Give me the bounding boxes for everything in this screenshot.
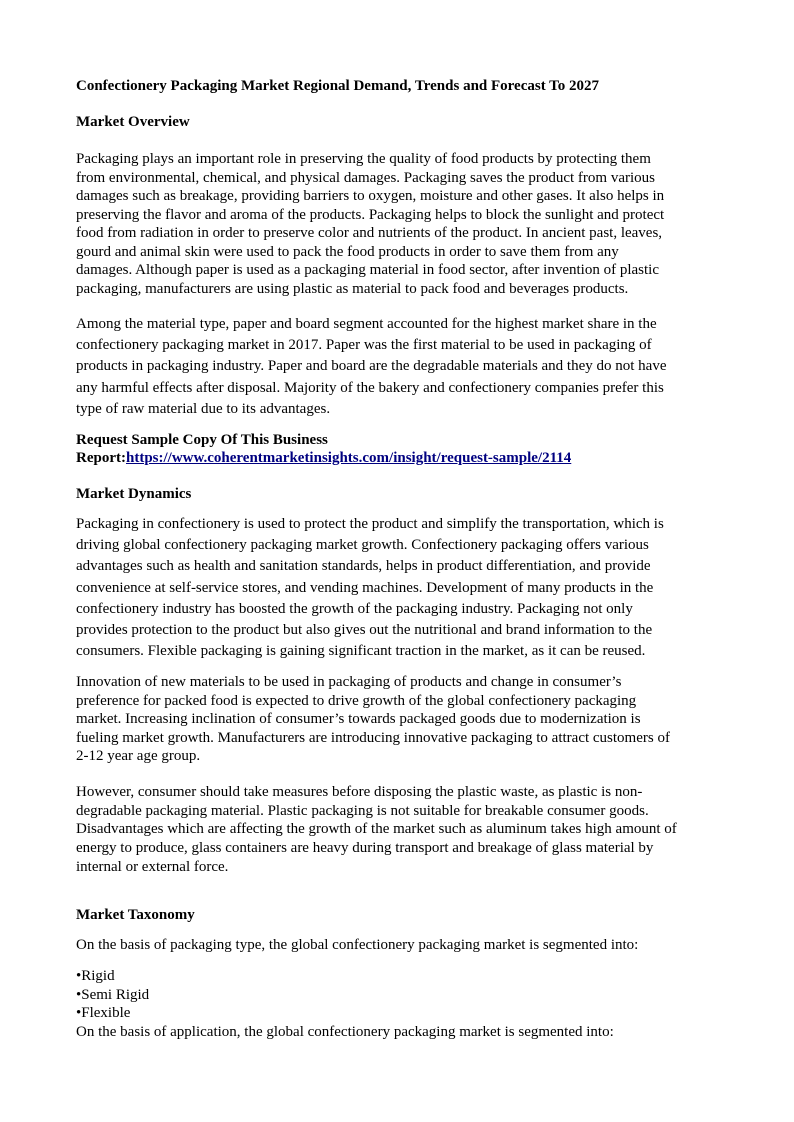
text-line: confectionery industry has boosted the growth of the packaging industry. Packaging not only bbox=[76, 600, 633, 617]
text-line: any harmful effects after disposal. Majority of the bakery and confectionery companies prefer this bbox=[76, 379, 664, 396]
paragraph bbox=[76, 936, 638, 954]
text-line: damages such as breakage, providing barriers to oxygen, moisture and other gases. It also helps in bbox=[76, 188, 665, 204]
request-sample-link[interactable]: https://www.coherentmarketinsights.com/insight/request-sample/2114 bbox=[125, 450, 572, 466]
text-line: •Rigid bbox=[76, 968, 115, 984]
text-line: internal or external force. bbox=[76, 858, 229, 875]
section-heading-taxonomy: Market Taxonomy bbox=[76, 907, 195, 923]
text-line: On the basis of packaging type, the global confectionery packaging market is segmented into: bbox=[76, 937, 639, 953]
text-line: 2-12 year age group. bbox=[76, 748, 201, 764]
text-line: However, consumer should take measures before disposing the plastic waste, as plastic is non- bbox=[76, 784, 643, 800]
text-line: packaging, manufacturers are using plastic as material to pack food and beverages products. bbox=[76, 280, 629, 297]
text-line: Packaging plays an important role in preserving the quality of food products by protecting them bbox=[76, 151, 651, 167]
section-heading-dynamics: Market Dynamics bbox=[76, 486, 192, 502]
text-line: •Flexible bbox=[76, 1005, 131, 1021]
paragraph bbox=[76, 314, 667, 420]
text-line: •Semi Rigid bbox=[76, 986, 150, 1003]
text-line: convenience at self-service stores, and vending machines. Development of many products in the bbox=[76, 579, 654, 596]
paragraph bbox=[76, 783, 677, 877]
text-line: driving global confectionery packaging market growth. Confectionery packaging offers various bbox=[76, 537, 649, 554]
text-line: products in packaging industry. Paper and board are the degradable materials and they do not have bbox=[76, 358, 667, 375]
text-line: On the basis of application, the global confectionery packaging market is segmented into: bbox=[76, 1023, 614, 1040]
bullet-list bbox=[76, 967, 614, 1041]
request-sample-line bbox=[76, 449, 571, 467]
text-line: confectionery packaging market in 2017. Paper was the first material to be used in packaging of bbox=[76, 337, 652, 354]
text-line: fueling market growth. Manufacturers are introducing innovative packaging to attract customers of bbox=[76, 729, 670, 746]
text-line: Disadvantages which are affecting the growth of the market such as aluminum takes high amount of bbox=[76, 821, 677, 838]
text-line: preserving the flavor and aroma of the products. Packaging helps to block the sunlight and protect bbox=[76, 206, 665, 223]
text-line: provides protection to the product but also gives out the nutritional and brand information to the bbox=[76, 622, 653, 639]
paragraph bbox=[76, 150, 664, 298]
text-line: Among the material type, paper and board segment accounted for the highest market share in the bbox=[76, 316, 657, 332]
text-line: energy to produce, glass containers are heavy during transport and breakage of glass material by bbox=[76, 840, 654, 857]
section-heading-overview: Market Overview bbox=[76, 114, 190, 130]
text-line: gourd and animal skin were used to pack the food products in order to save them from any bbox=[76, 243, 619, 260]
text-line: food from radiation in order to preserve color and nutrients of the product. In ancient past, leaves, bbox=[76, 225, 663, 241]
report-label: Report: bbox=[76, 450, 126, 466]
document-title: Confectionery Packaging Market Regional Demand, Trends and Forecast To 2027 bbox=[76, 78, 600, 94]
text-line: from environmental, chemical, and physical damages. Packaging saves the product from various bbox=[76, 169, 655, 186]
text-line: type of raw material due to its advantages. bbox=[76, 400, 331, 417]
request-sample-text: Request Sample Copy Of This Business bbox=[76, 432, 328, 448]
text-line: damages. Although paper is used as a packaging material in food sector, after invention of plastic bbox=[76, 262, 659, 278]
text-line: Innovation of new materials to be used in packaging of products and change in consumer’s bbox=[76, 674, 622, 690]
text-line: Packaging in confectionery is used to protect the product and simplify the transportation, which is bbox=[76, 516, 664, 532]
text-line: degradable packaging material. Plastic packaging is not suitable for breakable consumer goods. bbox=[76, 802, 649, 819]
text-line: consumers. Flexible packaging is gaining significant traction in the market, as it can be reused. bbox=[76, 643, 646, 660]
text-line: advantages such as health and sanitation standards, helps in product differentiation, and provide bbox=[76, 558, 651, 575]
paragraph bbox=[76, 514, 664, 662]
text-line: market. Increasing inclination of consumer’s towards packaged goods due to modernization is bbox=[76, 711, 641, 727]
paragraph bbox=[76, 673, 670, 766]
text-line: preference for packed food is expected to drive growth of the global confectionery packaging bbox=[76, 692, 637, 709]
